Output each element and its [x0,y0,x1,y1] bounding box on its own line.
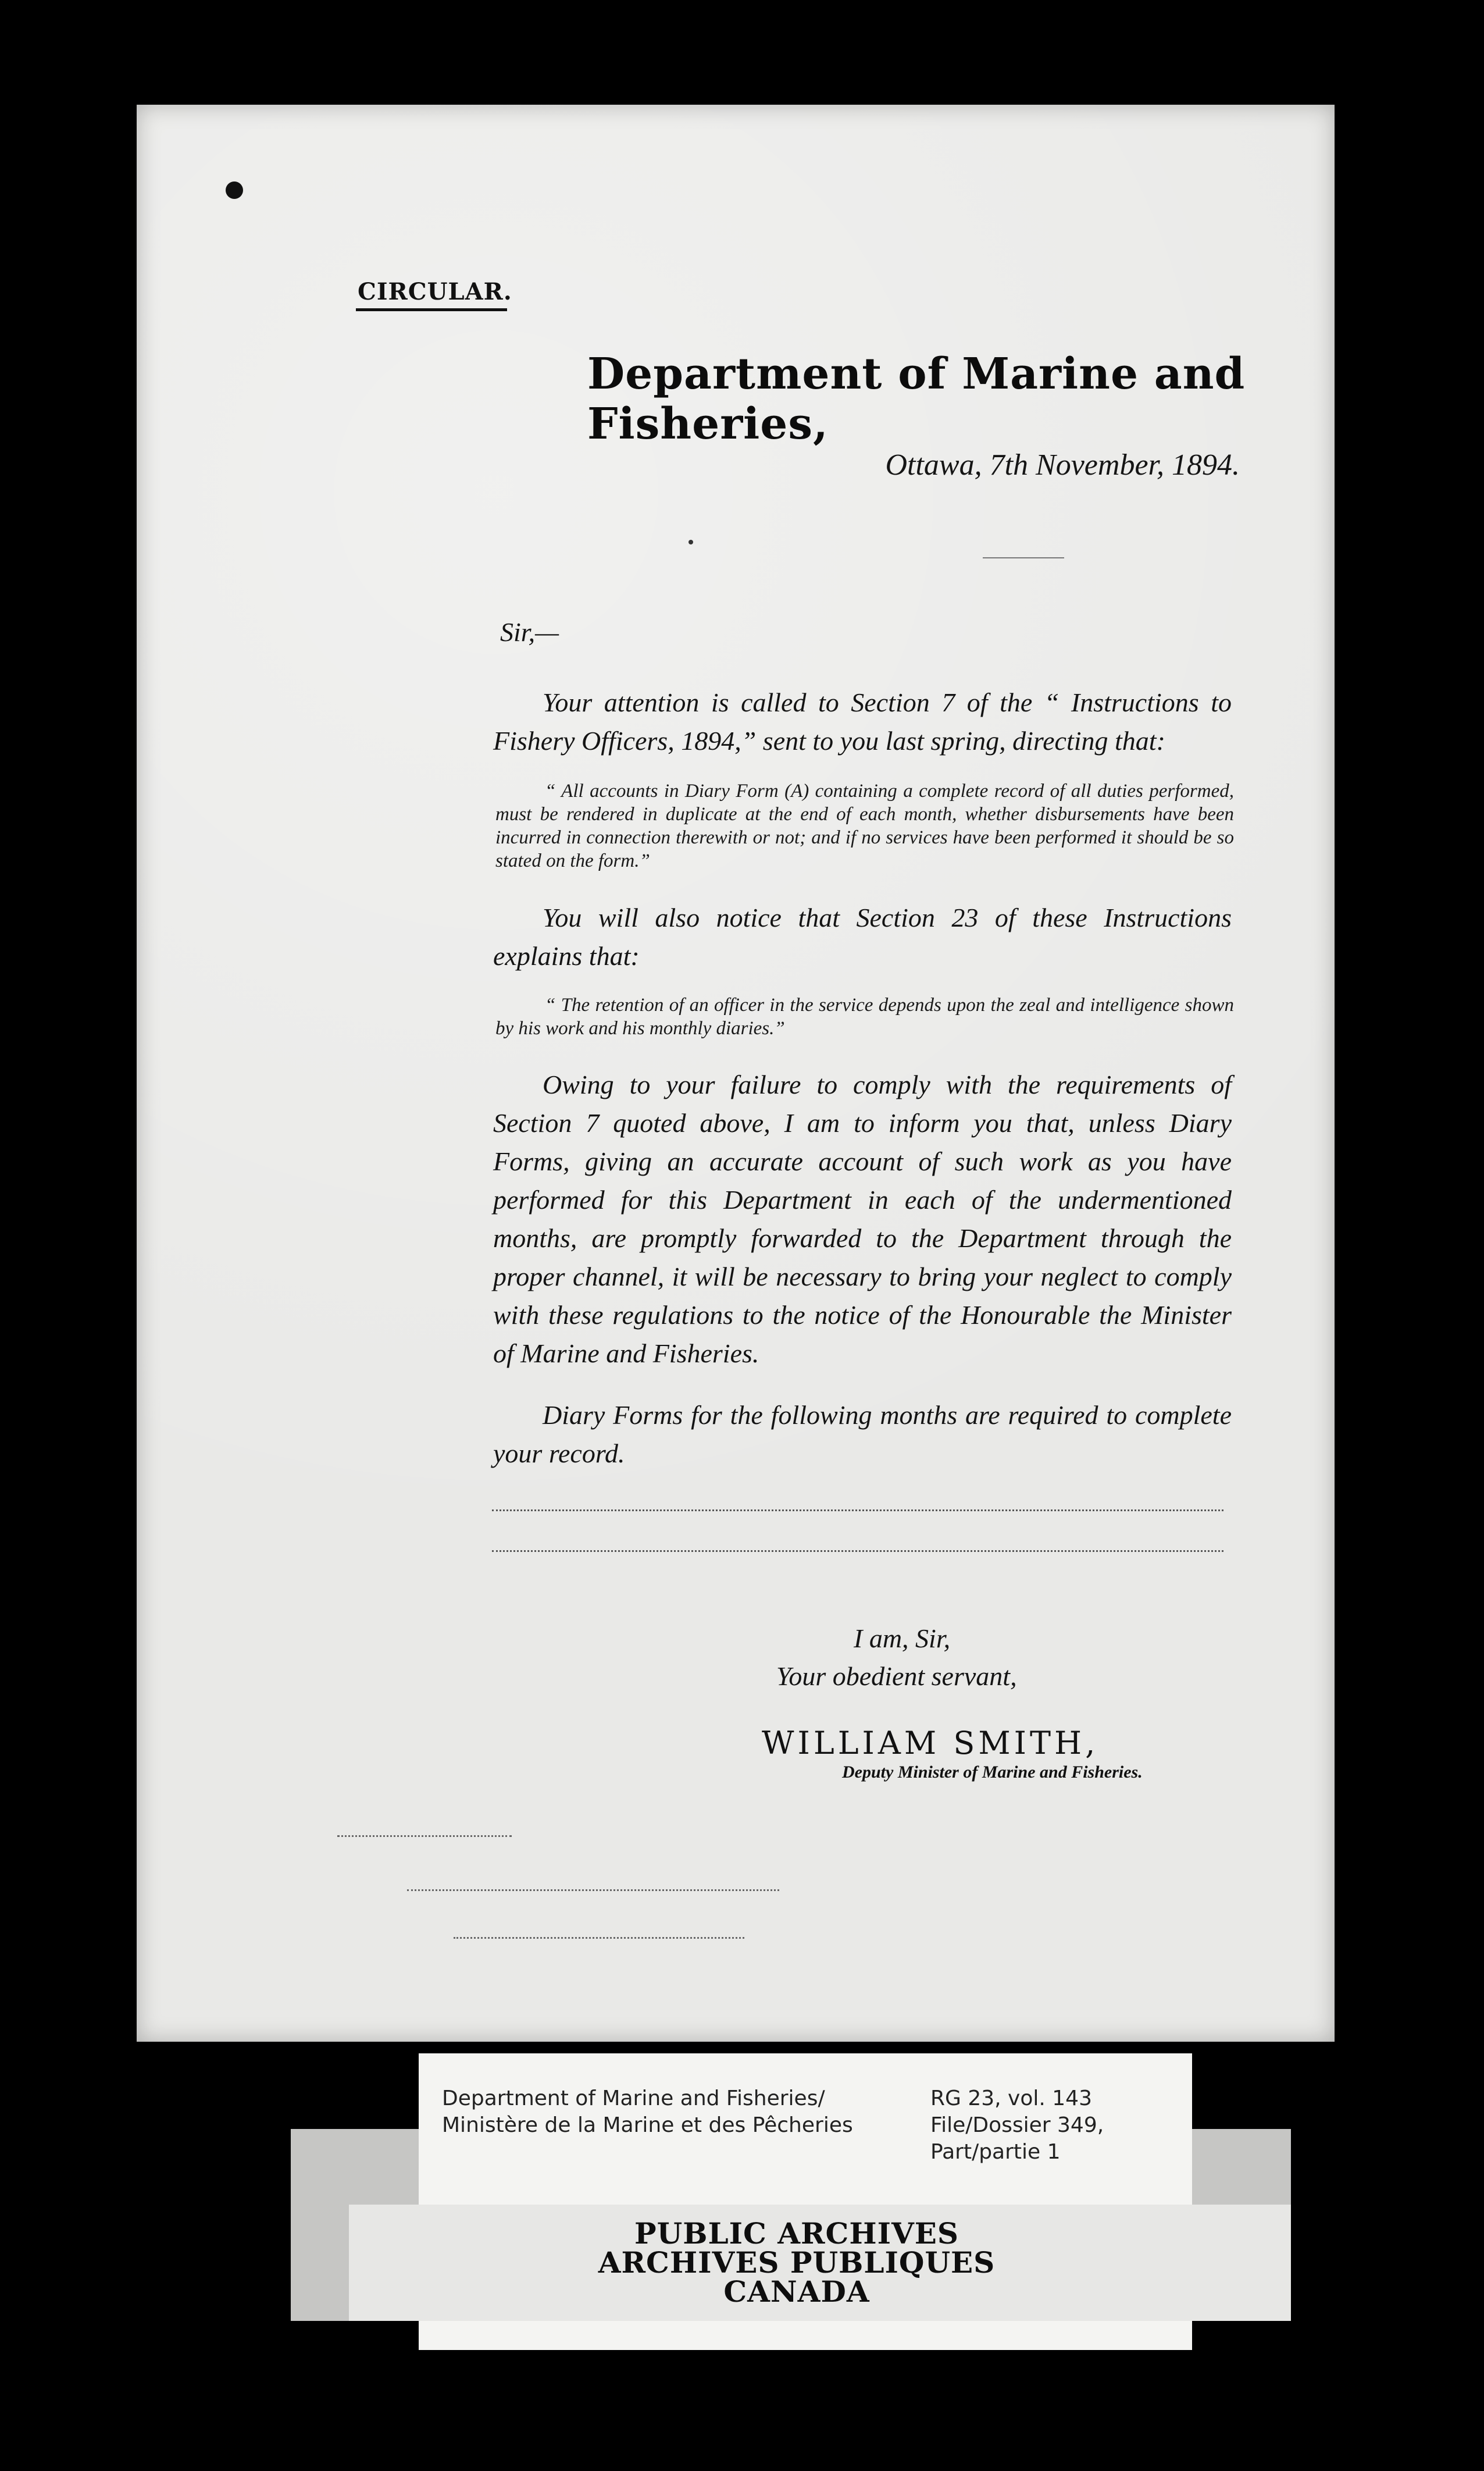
closing-line-2: Your obedient servant, [776,1661,1017,1691]
circular-heading: CIRCULAR. [358,278,512,305]
salutation: Sir,— [500,617,559,647]
signatory-name: WILLIAM SMITH, [762,1725,1099,1761]
dotted-mark-1 [337,1835,512,1837]
archive-dept-en: Department of Marine and Fisheries/ [442,2087,825,2110]
ink-spot [226,181,243,199]
blank-line-2 [492,1550,1223,1552]
paragraph-4: Diary Forms for the following months are required to complete your record. [493,1400,1232,1468]
blank-line-1 [492,1509,1223,1511]
dotted-mark-2 [407,1889,779,1891]
stamp-line-3: CANADA [723,2274,870,2309]
department-heading: Department of Marine and Fisheries, [587,349,1246,449]
stamp-line-2: ARCHIVES PUBLIQUES [598,2245,996,2280]
stray-rule [983,557,1064,558]
quote-1: “ All accounts in Diary Form (A) containing a complete record of all duties performed, must be rendered in duplicate at the end of each month, whether disbursements have been incurred in connection therewith or not; and if no services have been performed it should be so stated on the form.” [495,781,1234,871]
paragraph-1: Your attention is called to Section 7 of the “ Instructions to Fishery Officers, 1894,” sent to you last spring, directing that: [493,688,1232,756]
public-archives-stamp [512,2216,1082,2309]
paragraph-3: Owing to your failure to comply with the requirements of Section 7 quoted above, I am to inform you that, unless Diary Forms, giving an accurate account of such work as you have performed for this Department in each of the undermentioned months, are promptly forwarded to the Department through the proper channel, it will be necessary to bring your neglect to comply with these regulations to the notice of the Honourable the Minister of Marine and Fisheries. [493,1070,1232,1368]
signatory-title: Deputy Minister of Marine and Fisheries. [842,1763,1143,1782]
archive-department [442,2085,853,2139]
heading-underline [356,308,507,311]
closing-line-1: I am, Sir, [854,1623,951,1653]
dotted-mark-3 [454,1937,744,1939]
archive-ref-line-2: File/Dossier 349, [930,2113,1104,2137]
ink-speck [689,540,693,544]
date-line: Ottawa, 7th November, 1894. [885,448,1240,482]
archive-dept-fr: Ministère de la Marine et des Pêcheries [442,2113,853,2137]
archive-reference [930,2085,1104,2166]
paragraph-2: You will also notice that Section 23 of these Instructions explains that: [493,903,1232,971]
quote-2: “ The retention of an officer in the service depends upon the zeal and intelligence shown by his work and his monthly diaries.” [495,995,1234,1039]
archive-ref-line-1: RG 23, vol. 143 [930,2087,1092,2110]
archive-ref-line-3: Part/partie 1 [930,2140,1061,2164]
stamp-line-1: PUBLIC ARCHIVES [634,2216,959,2251]
